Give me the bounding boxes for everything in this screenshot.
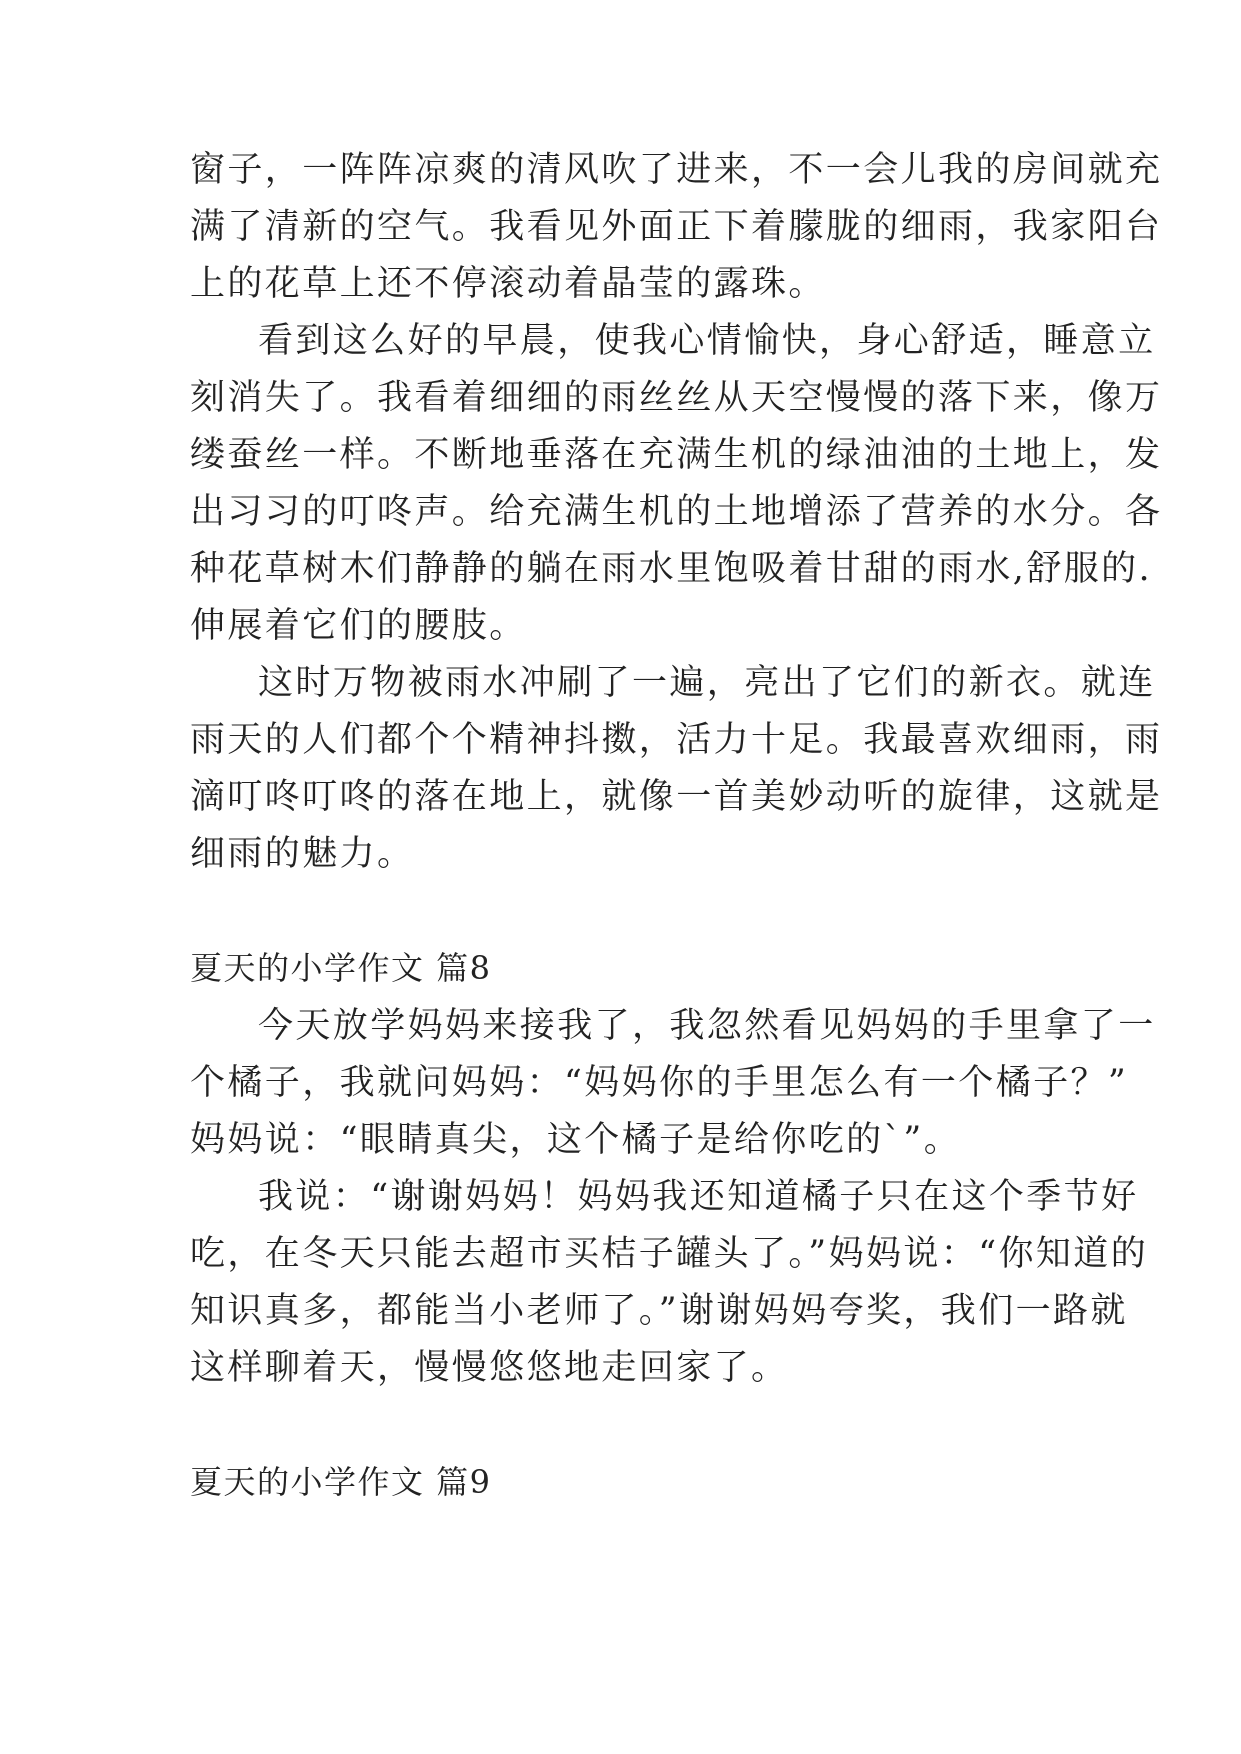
paragraph-line: 妈妈说：“眼睛真尖，这个橘子是给你吃的`”。	[190, 1120, 962, 1160]
paragraph-line: 这样聊着天，慢慢悠悠地走回家了。	[190, 1348, 789, 1388]
paragraph-line: 滴叮咚叮咚的落在地上，就像一首美妙动听的旋律，这就是	[190, 777, 1163, 817]
paragraph-line: 刻消失了。我看着细细的雨丝丝从天空慢慢的落下来，像万	[190, 378, 1163, 418]
paragraph-line: 个橘子，我就问妈妈：“妈妈你的手里怎么有一个橘子？”	[190, 1063, 1129, 1103]
section-heading: 夏天的小学作文 篇9	[190, 1463, 492, 1501]
paragraph-line: 细雨的魅力。	[190, 834, 415, 874]
paragraph-line: 上的花草上还不停滚动着晶莹的露珠。	[190, 264, 826, 304]
paragraph-line: 这时万物被雨水冲刷了一遍，亮出了它们的新衣。就连	[258, 663, 1156, 703]
paragraph-line: 窗子，一阵阵凉爽的清风吹了进来，不一会儿我的房间就充	[190, 150, 1163, 190]
paragraph-line: 种花草树木们静静的躺在雨水里饱吸着甘甜的雨水,舒服的.	[190, 549, 1153, 589]
paragraph-line: 吃，在冬天只能去超市买桔子罐头了。”妈妈说：“你知道的	[190, 1234, 1149, 1274]
paragraph-line: 伸展着它们的腰肢。	[190, 606, 527, 646]
paragraph-line: 知识真多，都能当小老师了。”谢谢妈妈夸奖，我们一路就	[190, 1291, 1128, 1331]
section-heading: 夏天的小学作文 篇8	[190, 949, 492, 987]
paragraph-line: 缕蚕丝一样。不断地垂落在充满生机的绿油油的土地上，发	[190, 435, 1163, 475]
paragraph-line: 满了清新的空气。我看见外面正下着朦胧的细雨，我家阳台	[190, 207, 1163, 247]
paragraph-line: 我说：“谢谢妈妈！妈妈我还知道橘子只在这个季节好	[258, 1177, 1139, 1217]
paragraph-line: 看到这么好的早晨，使我心情愉快，身心舒适，睡意立	[258, 321, 1156, 361]
paragraph-line: 今天放学妈妈来接我了，我忽然看见妈妈的手里拿了一	[258, 1006, 1156, 1046]
paragraph-line: 出习习的叮咚声。给充满生机的土地增添了营养的水分。各	[190, 492, 1163, 532]
paragraph-line: 雨天的人们都个个精神抖擞，活力十足。我最喜欢细雨，雨	[190, 720, 1163, 760]
